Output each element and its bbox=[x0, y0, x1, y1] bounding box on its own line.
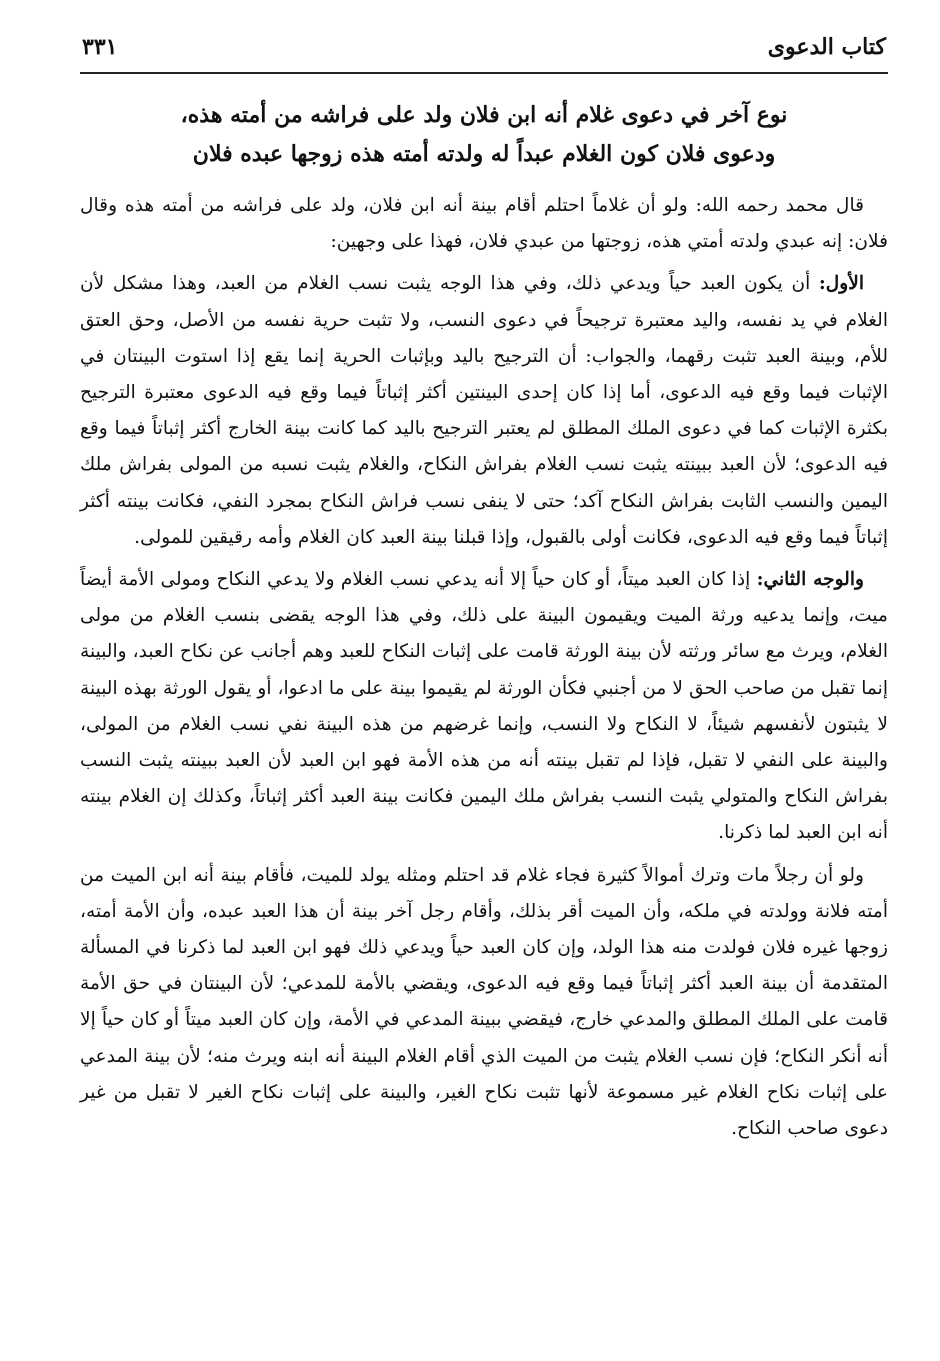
page-number: ٣٣١ bbox=[82, 34, 118, 60]
paragraph-inheritance-case: ولو أن رجلاً مات وترك أموالاً كثيرة فجاء غلام قد احتلم ومثله يولد للميت، فأقام بينة أنه ابن الميت من أمته فلانة وولدته في ملكه، وأن الميت أقر بذلك، وأقام رجل آخر بينة أن هذا العبد عبده، وأن الأمة أمته، زوجها غيره فلان فولدت منه هذا الولد، وإن كان العبد حياً ويدعي ذلك فهو ابن العبد لما ذكرنا في المسألة المتقدمة أن بينة العبد أكثر إثباتاً فيما وقع فيه الدعوى، ويقضي بالأمة للمدعي؛ لأن البينتان في حق الأمة قامت على الملك المطلق والمدعي خارج، فيقضي ببينة المدعي في الأمة، وإن كان العبد ميتاً أو كان حياً إلا أنه أنكر النكاح؛ فإن نسب الغلام يثبت من الميت الذي أقام الغلام البينة أنه ابنه ويرث منه؛ لأن بينة المدعي على إثبات نكاح الغلام غير مسموعة لأنها تثبت نكاح الغير، والبينة على إثبات نكاح الغير لا تقبل من غير دعوى صاحب النكاح. bbox=[80, 864, 888, 1140]
first-case-text: أن يكون العبد حياً ويدعي ذلك، وفي هذا الوجه يثبت نسب الغلام من العبد، وهذا مشكل لأن الغلام في يد نفسه، واليد معتبرة ترجيحاً في دعوى النسب، ولا تثبت حرية نفسه من الأصل، وحق العتق للأم، وبينة العبد تثبت رقهما، والجواب: أن الترجيح باليد وبإثبات الحرية إنما يقع إذا استوت البينتان في الإثبات فيما وقع فيه الدعوى، أما إذا كان إحدى البينتين أكثر إثباتاً فيما وقع فيه الدعوى معتبرة الترجيح بكثرة الإثبات كما في دعوى الملك المطلق لم يعتبر الترجيح باليد كما كانت بينة الخارج أكثر إثباتاً فيما وقع فيه الدعوى؛ لأن العبد ببينته يثبت نسب الغلام بفراش النكاح، والغلام يثبت نسبه من المولى بفراش ملك اليمين والنسب الثابت بفراش النكاح آكد؛ حتى لا ينفى نسب فراش النكاح بمجرد النفي، فكانت بينته أكثر إثباتاً فيما وقع فيه الدعوى، فكانت أولى بالقبول، وإذا قبلنا بينة العبد كان الغلام وأمه رقيقين للمولى. bbox=[80, 273, 888, 548]
second-case-label: والوجه الثاني: bbox=[756, 569, 864, 591]
paragraph-intro: قال محمد رحمه الله: ولو أن غلاماً احتلم أقام بينة أنه ابن فلان، ولد على فراشه من أمته هذه وقال فلان: إنه عبدي ولدته أمتي هذه، زوجتها من عبدي فلان، فهذا على وجهين: bbox=[80, 195, 888, 253]
chapter-heading-line-1: نوع آخر في دعوى غلام أنه ابن فلان ولد على فراشه من أمته هذه، bbox=[180, 102, 788, 128]
paragraph-first-case bbox=[80, 266, 888, 556]
paragraph-second-case bbox=[80, 562, 888, 852]
chapter-heading-line-2: ودعوى فلان كون الغلام عبداً له ولدته أمته هذه زوجها عبده فلان bbox=[192, 141, 776, 167]
second-case-text: إذا كان العبد ميتاً، أو كان حياً إلا أنه يدعي نسب الغلام ولا يدعي النكاح ومولى الأمة أيضاً ميت، وإنما يدعيه ورثة الميت ويقيمون البينة على ذلك، وفي هذا الوجه يقضى بنسب الغلام من مولى الغلام، ويرث مع سائر ورثته لأن بينة الورثة قامت على إثبات النكاح للعبد وهم أجانب عن نكاح العبد، والبينة إنما تقبل من صاحب الحق لا من أجنبي فكأن الورثة لم يقيموا بينة على ما ادعوا، أو يقول الورثة بهذه البينة لا يثبتون لأنفسهم شيئاً، لا النكاح ولا النسب، وإنما غرضهم من هذه البينة نفي نسب الغلام من المولى، والبينة على النفي لا تقبل، فإذا لم تقبل بينته أنه من هذه الأمة فهو ابن العبد لأن العبد ببينته يثبت النسب بفراش النكاح والمتولي يثبت النسب بفراش ملك اليمين فكانت بينة العبد أكثر إثباتاً، وكذلك إن الغلام بينته أنه ابن العبد لما ذكرنا. bbox=[80, 569, 888, 844]
chapter-heading bbox=[80, 96, 888, 174]
page-header bbox=[80, 28, 888, 74]
first-case-label: الأول: bbox=[818, 273, 864, 295]
running-title: كتاب الدعوى bbox=[767, 34, 886, 60]
